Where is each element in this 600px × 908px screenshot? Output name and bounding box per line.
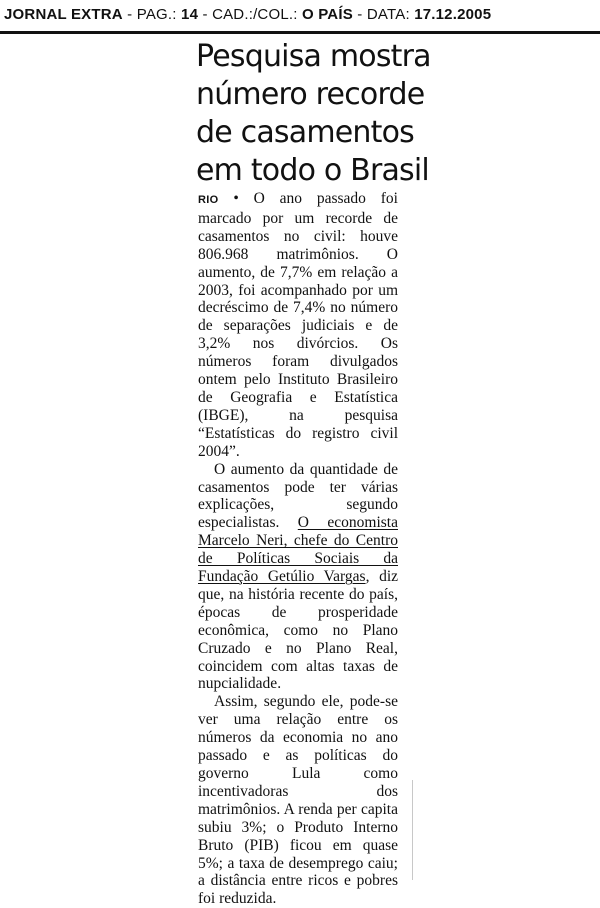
article-body [198, 190, 398, 908]
dateline-separator: • [218, 190, 254, 207]
date-label: DATA: [366, 6, 415, 23]
underlined-quote-attribution: O economista Marcelo Neri, chefe do Centro de Políticas Sociais da Fundação Getúlio Vargas [198, 514, 398, 586]
dateline: RIO [198, 194, 219, 206]
date-value: 17.12.2005 [414, 6, 492, 23]
article-paragraph-2 [198, 461, 398, 694]
header-separator: - [122, 6, 137, 23]
article-headline: Pesquisa mostra número recorde de casamentos em todo o Brasil [196, 39, 431, 188]
page-number: 14 [181, 6, 199, 23]
header-separator: - [198, 6, 213, 23]
section-name: O PAÍS [301, 6, 353, 23]
page-label: PAG.: [136, 6, 182, 23]
paragraph-1-text: O ano passado foi marcado por um recorde de casamentos no civil: houve 806.968 matrimônios. O aumento, de 7,7% em relação a 2003, foi acompanhado por um decréscimo de 7,4% no número de separações judiciais e de 3,2% nos divórcios. Os números foram divulgados ontem pelo Instituto Brasileiro de Geografia e Estatística (IBGE), na pesquisa “Estatísticas do registro civil 2004”. [198, 190, 398, 460]
header-separator: - [352, 6, 367, 23]
publication-name: JORNAL EXTRA [4, 6, 123, 23]
scan-fold-mark [412, 780, 413, 880]
paragraph-2-end: , diz que, na história recente do país, épocas de prosperidade econômica, como no Plano Cruzado e no Plano Real, coincidem com altas taxas de nupcialidade. [198, 568, 399, 693]
article-paragraph-1 [198, 190, 398, 461]
clipping-header [0, 0, 600, 34]
paragraph-2-start: O aumento da quantidade de casamentos pode ter várias explicações, segundo especialistas. [198, 460, 398, 532]
section-label: CAD.:/COL.: [212, 6, 302, 23]
paragraph-3-text: Assim, segundo ele, pode-se ver uma relação entre os números da economia no ano passado e as políticas do governo Lula como incentivadoras dos matrimônios. A renda per capita subiu 3%; o Produto Interno Bruto (PIB) ficou em quase 5%; a taxa de desemprego caiu; a distância entre ricos e pobres foi reduzida. [198, 693, 398, 908]
article-paragraph-3 [198, 693, 398, 908]
